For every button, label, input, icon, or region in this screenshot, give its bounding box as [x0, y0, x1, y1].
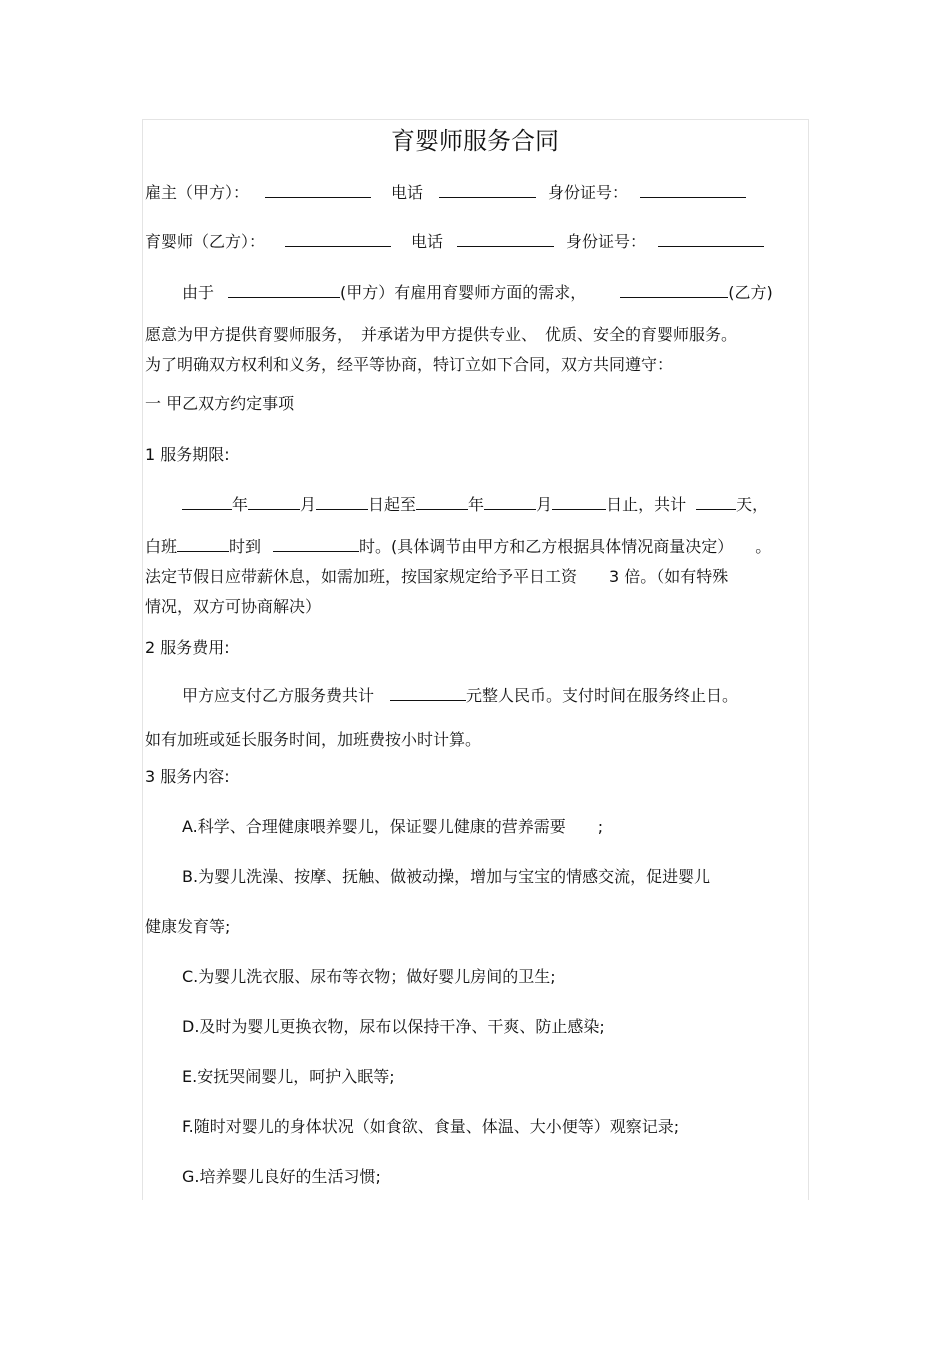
service-item-c: C.为婴儿洗衣服、尿布等衣物；做好婴儿房间的卫生;	[182, 967, 556, 986]
intro-text-c: (乙方)	[728, 283, 773, 302]
nanny-phone-label: 电话	[411, 232, 444, 251]
employer-id-label: 身份证号：	[548, 183, 629, 202]
month-label-2: 月	[536, 495, 553, 514]
nanny-id-label: 身份证号：	[566, 232, 647, 251]
item-1-heading: 1 服务期限:	[145, 445, 230, 464]
employer-row	[145, 182, 746, 204]
intro-line-1	[182, 282, 773, 304]
item-2-heading: 2 服务费用:	[145, 638, 230, 657]
payment-text-b: 元整人民币。支付时间在服务终止日。	[466, 686, 739, 705]
holiday-line: 法定节假日应带薪休息，如需加班，按国家规定给予平日工资 3 倍。（如有特殊	[145, 567, 729, 586]
employer-name-blank[interactable]	[265, 182, 371, 198]
service-item-a: A.科学、合理健康喂养婴儿，保证婴儿健康的营养需要 ;	[182, 817, 604, 836]
month-label: 月	[300, 495, 317, 514]
start-hour-blank[interactable]	[177, 536, 229, 552]
intro-line-3: 为了明确双方权利和义务，经平等协商，特订立如下合同，双方共同遵守：	[145, 355, 674, 374]
end-hour-blank[interactable]	[273, 536, 359, 552]
trailing-period: 。	[755, 537, 772, 556]
intro-text-b: (甲方）有雇用育婴师方面的需求，	[340, 283, 587, 302]
intro-text-a: 由于	[182, 283, 215, 302]
employer-label: 雇主（甲方）：	[145, 183, 250, 202]
work-hours-line	[145, 536, 771, 558]
employer-phone-blank[interactable]	[439, 182, 536, 198]
nanny-row	[145, 231, 764, 253]
total-days-blank[interactable]	[696, 494, 736, 510]
employer-phone-label: 电话	[391, 183, 424, 202]
payment-line	[182, 685, 738, 707]
nanny-phone-blank[interactable]	[457, 231, 554, 247]
fee-amount-blank[interactable]	[390, 685, 466, 701]
service-item-b-cont: 健康发育等;	[145, 917, 231, 936]
overtime-line: 如有加班或延长服务时间，加班费按小时计算。	[145, 730, 482, 749]
section-1-heading: 一 甲乙双方约定事项	[145, 394, 295, 413]
days-label: 天，	[736, 495, 769, 514]
hour-to-label: 时到	[229, 537, 262, 556]
hour-end-label: 时。(具体调节由甲方和乙方根据具体情况商量决定）	[359, 537, 734, 556]
payment-text-a: 甲方应支付乙方服务费共计	[182, 686, 375, 705]
nanny-id-blank[interactable]	[658, 231, 764, 247]
service-item-e: E.安抚哭闹婴儿，呵护入眠等;	[182, 1067, 395, 1086]
intro-line-2: 愿意为甲方提供育婴师服务， 并承诺为甲方提供专业、 优质、安全的育婴师服务。	[145, 325, 738, 344]
service-item-f: F.随时对婴儿的身体状况（如食欲、食量、体温、大小便等）观察记录;	[182, 1117, 680, 1136]
day-from-label: 日起至	[368, 495, 417, 514]
service-item-g: G.培养婴儿良好的生活习惯;	[182, 1167, 381, 1186]
service-period-line	[182, 494, 768, 516]
service-item-b: B.为婴儿洗澡、按摩、抚触、做被动操，增加与宝宝的情感交流，促进婴儿	[182, 867, 711, 886]
document-title: 育婴师服务合同	[391, 127, 559, 155]
nanny-name-blank[interactable]	[285, 231, 391, 247]
employer-id-blank[interactable]	[640, 182, 746, 198]
start-day-blank[interactable]	[316, 494, 368, 510]
end-month-blank[interactable]	[484, 494, 536, 510]
party-b-blank[interactable]	[620, 282, 728, 298]
end-year-blank[interactable]	[416, 494, 468, 510]
start-month-blank[interactable]	[248, 494, 300, 510]
year-label: 年	[232, 495, 249, 514]
item-3-heading: 3 服务内容:	[145, 767, 230, 786]
end-day-blank[interactable]	[552, 494, 606, 510]
service-item-d: D.及时为婴儿更换衣物，尿布以保持干净、干爽、防止感染;	[182, 1017, 605, 1036]
party-a-blank[interactable]	[228, 282, 340, 298]
start-year-blank[interactable]	[182, 494, 232, 510]
special-line: 情况，双方可协商解决）	[145, 597, 322, 616]
year-label-2: 年	[468, 495, 485, 514]
day-to-label: 日止，共计	[606, 495, 687, 514]
day-shift-label: 白班	[145, 537, 178, 556]
nanny-label: 育婴师（乙方）：	[145, 232, 266, 251]
